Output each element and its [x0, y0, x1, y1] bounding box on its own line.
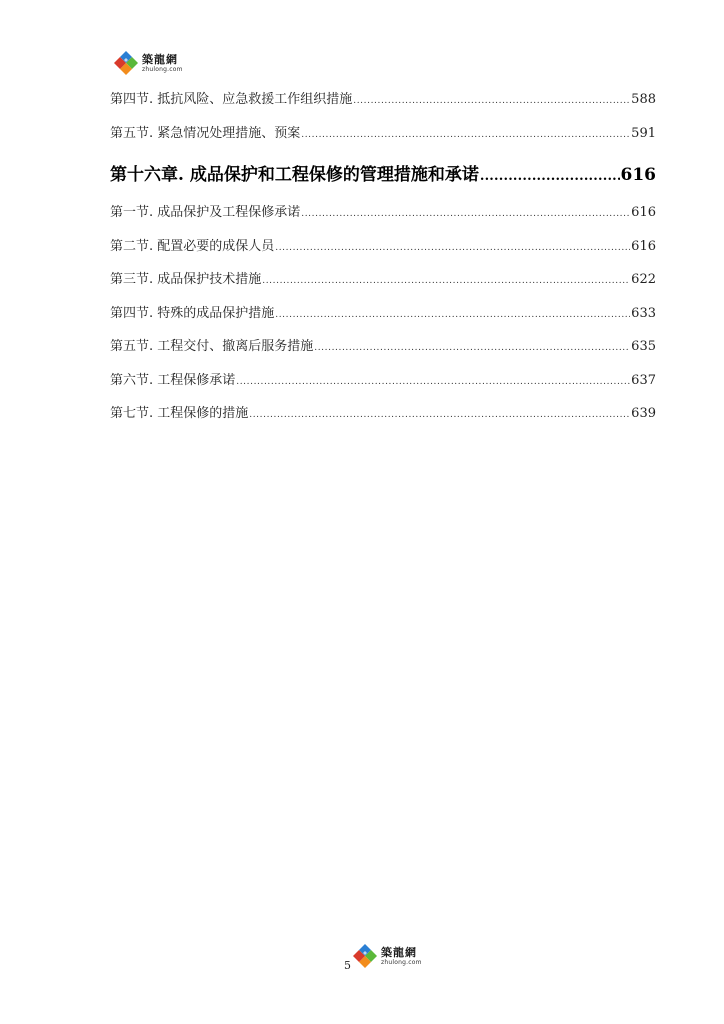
page-number: 5: [344, 959, 351, 972]
toc-leader-dots: [353, 89, 630, 113]
toc-entry-label: 第三节. 成品保护技术措施: [110, 272, 262, 287]
toc-entry[interactable]: [110, 201, 656, 235]
toc-entry-label: 第五节. 紧急情况处理措施、预案: [110, 125, 301, 141]
toc-leader-dots: [236, 370, 630, 394]
toc-entry-page: 588: [631, 92, 656, 107]
toc-entry[interactable]: [110, 88, 656, 122]
toc-entry-page: 633: [631, 305, 656, 321]
toc-entry-label: 第二节. 配置必要的成保人员: [110, 238, 275, 254]
toc-entry-label: 第五节. 工程交付、撤离后服务措施: [110, 339, 314, 354]
toc-leader-dots: [275, 236, 630, 260]
zhulong-logo-icon: [352, 943, 378, 969]
toc-leader-dots: [249, 403, 630, 427]
table-of-contents: [110, 88, 656, 436]
toc-entry-label: 第四节. 特殊的成品保护措施: [110, 305, 275, 321]
zhulong-logo-icon: [113, 50, 139, 76]
toc-entry-page: 591: [631, 125, 656, 141]
toc-entry[interactable]: [110, 335, 656, 369]
toc-entry-page: 635: [631, 339, 656, 354]
toc-entry[interactable]: [110, 302, 656, 336]
logo-domain: zhulong.com: [381, 958, 422, 966]
toc-entry-page: 616: [631, 205, 656, 220]
toc-entry[interactable]: [110, 235, 656, 269]
toc-leader-dots: [301, 202, 630, 226]
header-logo: [113, 50, 183, 76]
toc-entry[interactable]: [110, 369, 656, 403]
toc-entry[interactable]: [110, 402, 656, 436]
toc-leader-dots: [275, 303, 630, 327]
toc-entry-page: 639: [631, 406, 656, 421]
toc-leader-dots: [262, 269, 630, 293]
toc-chapter-entry[interactable]: [110, 157, 656, 201]
toc-entry-label: 第七节. 工程保修的措施: [110, 406, 249, 421]
logo-chinese-name: 築龍網: [381, 945, 417, 959]
toc-entry-label: 第六节. 工程保修承诺: [110, 372, 236, 388]
toc-entry[interactable]: [110, 122, 656, 156]
toc-entry-page: 637: [631, 372, 656, 388]
toc-entry-label: 第四节. 抵抗风险、应急救援工作组织措施: [110, 92, 353, 107]
toc-entry-page: 616: [631, 238, 656, 254]
toc-chapter-page: 616: [620, 165, 656, 185]
toc-entry-page: 622: [631, 272, 656, 287]
toc-leader-dots: [480, 159, 620, 195]
toc-entry-label: 第一节. 成品保护及工程保修承诺: [110, 205, 301, 220]
toc-entry[interactable]: [110, 268, 656, 302]
toc-chapter-label: 第十六章. 成品保护和工程保修的管理措施和承诺: [110, 165, 479, 185]
footer-logo: [352, 943, 422, 969]
logo-domain: zhulong.com: [142, 65, 183, 73]
logo-chinese-name: 築龍網: [142, 52, 178, 66]
toc-leader-dots: [301, 123, 630, 147]
toc-leader-dots: [314, 336, 630, 360]
